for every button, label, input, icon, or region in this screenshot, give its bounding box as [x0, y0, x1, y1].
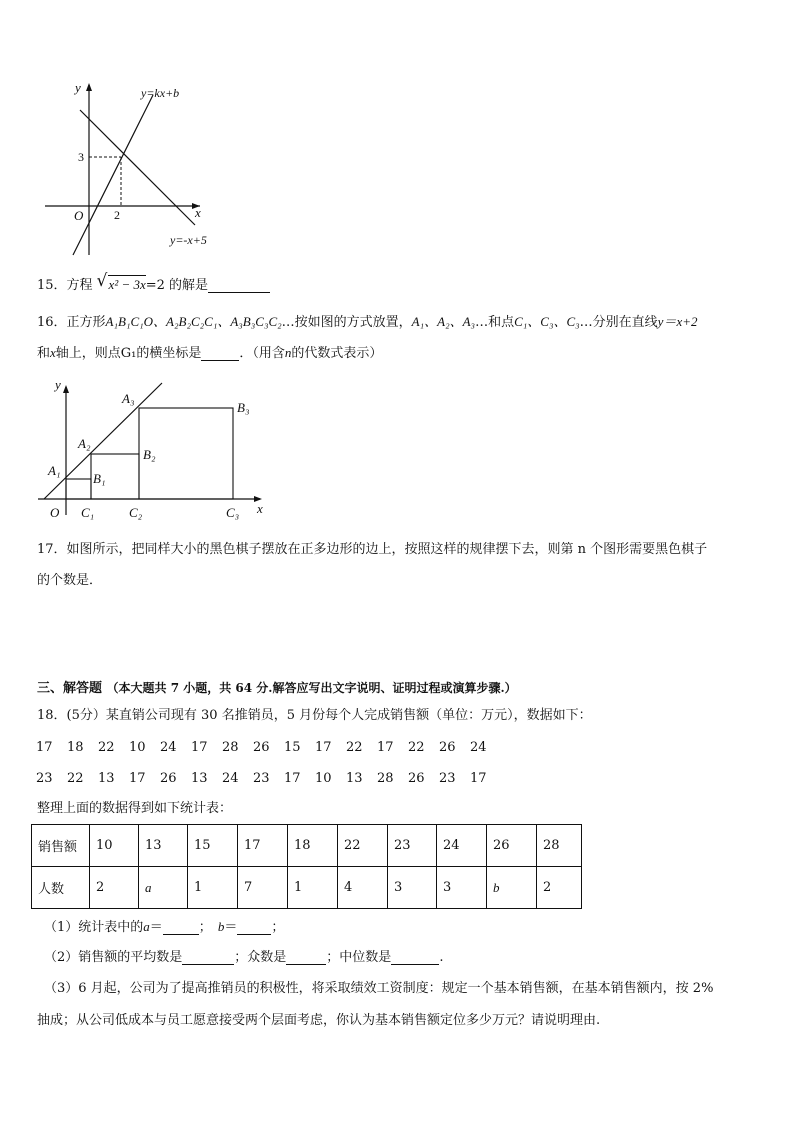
- section-3-header: [37, 682, 517, 695]
- q15-prefix: 15．方程: [37, 278, 93, 293]
- sub2-blank-mean: [182, 951, 234, 965]
- sub1-end: ；: [271, 920, 285, 935]
- table-cell: b: [487, 867, 537, 909]
- data-value: 22: [346, 740, 363, 755]
- label-C2: C₂: [129, 505, 143, 520]
- table-row-count: [32, 867, 582, 909]
- data-value: 22: [98, 740, 115, 755]
- table-row-sales: [32, 825, 582, 867]
- data-value: 24: [160, 740, 177, 755]
- question-16-line2: [37, 346, 382, 361]
- table-cell: 22: [338, 825, 388, 867]
- q16-prefix: 16．正方形: [37, 315, 106, 330]
- data-value: 17: [470, 771, 487, 786]
- q16-line2-b: 轴上，则点G₁的横坐标是: [55, 346, 202, 361]
- sub1-blank-b: [237, 921, 271, 935]
- data-value: 28: [222, 740, 239, 755]
- table-cell: 13: [139, 825, 188, 867]
- label-A2: A₂: [78, 436, 91, 451]
- label-A3: A₃: [122, 391, 135, 406]
- data-value: 26: [253, 740, 270, 755]
- q15-answer-blank: [208, 279, 270, 293]
- label-C3: C₃: [226, 505, 240, 520]
- sub1-blank-a: [163, 921, 199, 935]
- sub-question-3-line2: 抽成；从公司低成本与员工愿意接受两个层面考虑，你认为基本销售额定位多少万元？请说明理由.: [37, 1013, 601, 1028]
- figure-intersecting-lines: [40, 75, 230, 260]
- data-value: 17: [191, 740, 208, 755]
- section-3-note: （本大题共 7 小题，共 64 分.解答应写出文字说明、证明过程或演算步骤.）: [106, 681, 517, 695]
- table-cell: a: [139, 867, 188, 909]
- data-value: 13: [346, 771, 363, 786]
- table-header-cell: 人数: [32, 867, 90, 909]
- table-cell: 1: [188, 867, 238, 909]
- q16-x: x: [50, 345, 56, 360]
- data-value: 17: [129, 771, 146, 786]
- data-value: 17: [315, 740, 332, 755]
- table-cell: 2: [90, 867, 139, 909]
- q15-suffix: =2 的解是: [145, 278, 209, 293]
- table-cell: 28: [537, 825, 582, 867]
- data-value: 26: [439, 740, 456, 755]
- q16-equation: y＝x+2: [657, 314, 698, 329]
- sub2-blank-median: [391, 951, 439, 965]
- sub1-eq-a: ＝: [149, 920, 163, 935]
- data-value: 24: [470, 740, 487, 755]
- table-header-cell: 销售额: [32, 825, 90, 867]
- sub-question-1: [44, 920, 284, 935]
- table-cell: 26: [487, 825, 537, 867]
- data-value: 26: [160, 771, 177, 786]
- data-value: 24: [222, 771, 239, 786]
- table-cell: 24: [437, 825, 487, 867]
- q15-radical: √ x² − 3x: [96, 271, 146, 292]
- data-value: 10: [129, 740, 146, 755]
- table-cell: 4: [338, 867, 388, 909]
- q16-answer-blank: [201, 347, 239, 361]
- q16-line2-d: 的代数式表示）: [291, 346, 383, 361]
- sub2-end: .: [439, 950, 444, 965]
- table-cell: 3: [437, 867, 487, 909]
- label-A1: A₁: [48, 463, 61, 478]
- label-B1: B₁: [93, 471, 106, 486]
- table-cell: 10: [90, 825, 139, 867]
- data-row-1: [36, 740, 501, 755]
- question-15: [37, 271, 270, 293]
- line1-label: y=kx+b: [141, 86, 180, 100]
- line2-label: y=-x+5: [170, 233, 207, 247]
- section-3-title: 三、解答题: [37, 681, 103, 696]
- table-cell: 18: [288, 825, 338, 867]
- sub1-var-a: a: [143, 919, 150, 934]
- data-value: 17: [284, 771, 301, 786]
- q16-mid2: …和点: [475, 315, 515, 330]
- q16-mid: …按如图的方式放置，: [281, 315, 412, 330]
- line-kx-plus-b: [73, 95, 153, 255]
- table-cell: 7: [238, 867, 288, 909]
- data-value: 23: [36, 771, 53, 786]
- data-value: 18: [67, 740, 84, 755]
- q16-line2-c: ．（用含: [239, 346, 285, 361]
- q15-radicand: x² − 3x: [108, 277, 146, 292]
- tick-y-label: 3: [78, 150, 84, 164]
- table-cell: 3: [388, 867, 437, 909]
- data-value: 26: [408, 771, 425, 786]
- figure-squares: [30, 375, 275, 525]
- sub1-eq-b: ＝: [224, 920, 238, 935]
- origin-label: O: [50, 505, 60, 520]
- data-value: 22: [67, 771, 84, 786]
- table-intro: 整理上面的数据得到如下统计表：: [37, 801, 233, 816]
- q16-mid3: …分别在直线: [579, 315, 658, 330]
- table-cell: 2: [537, 867, 582, 909]
- y-axis-label: y: [55, 377, 61, 392]
- data-value: 17: [377, 740, 394, 755]
- label-B3: B₃: [237, 400, 250, 415]
- sub2-text-c: ；中位数是: [326, 950, 392, 965]
- data-value: 22: [408, 740, 425, 755]
- data-value: 13: [98, 771, 115, 786]
- y-axis-label: y: [75, 80, 81, 95]
- label-C1: C₁: [81, 505, 95, 520]
- data-value: 10: [315, 771, 332, 786]
- x-axis-label: x: [257, 501, 263, 516]
- table-cell: 17: [238, 825, 288, 867]
- sub1-sep: ；: [198, 920, 212, 935]
- sub-question-2: [44, 951, 443, 965]
- tick-x-label: 2: [114, 208, 120, 222]
- sub2-blank-mode: [286, 951, 326, 965]
- origin-label: O: [74, 208, 84, 223]
- data-value: 23: [439, 771, 456, 786]
- data-value: 15: [284, 740, 301, 755]
- question-17-line1: 17．如图所示，把同样大小的黑色棋子摆放在正多边形的边上，按照这样的规律摆下去，则第 n 个图形需要黑色棋子: [37, 542, 708, 557]
- question-16-line1: [37, 315, 698, 329]
- q16-points-c: C₁、C₃、C₃: [514, 314, 580, 329]
- data-value: 17: [36, 740, 53, 755]
- question-18-intro: 18．(5分）某直销公司现有 30 名推销员，5 月份每个人完成销售额（单位：万元），数据如下：: [37, 708, 592, 723]
- q16-n: n: [284, 345, 292, 360]
- q16-line2-a: 和: [37, 346, 51, 361]
- label-B2: B₂: [143, 447, 156, 462]
- sub2-text-a: （2）销售额的平均数是: [44, 950, 183, 965]
- q16-points-a: A₁、A₂、A₃: [411, 314, 476, 329]
- sub1-var-b: b: [217, 919, 225, 934]
- question-17-line2: 的个数是．: [37, 573, 103, 588]
- sub1-text-a: （1）统计表中的: [44, 920, 144, 935]
- sub-question-3-line1: （3）6 月起，公司为了提高推销员的积极性，将采取绩效工资制度：规定一个基本销售额，在基本销售额内，按 2%: [44, 981, 714, 996]
- x-axis-label: x: [195, 205, 201, 220]
- table-cell: 15: [188, 825, 238, 867]
- q16-squares: A₁B₁C₁O、A₂B₂C₂C₁、A₃B₃C₃C₂: [105, 314, 282, 329]
- data-value: 28: [377, 771, 394, 786]
- table-cell: 1: [288, 867, 338, 909]
- data-value: 23: [253, 771, 270, 786]
- table-cell: 23: [388, 825, 437, 867]
- y-axis-arrow: [86, 83, 92, 91]
- y-axis-arrow: [63, 385, 69, 393]
- data-value: 13: [191, 771, 208, 786]
- sub2-text-b: ；众数是: [234, 950, 287, 965]
- data-row-2: [36, 771, 501, 786]
- statistics-table: [31, 824, 582, 909]
- square-1: [66, 479, 91, 499]
